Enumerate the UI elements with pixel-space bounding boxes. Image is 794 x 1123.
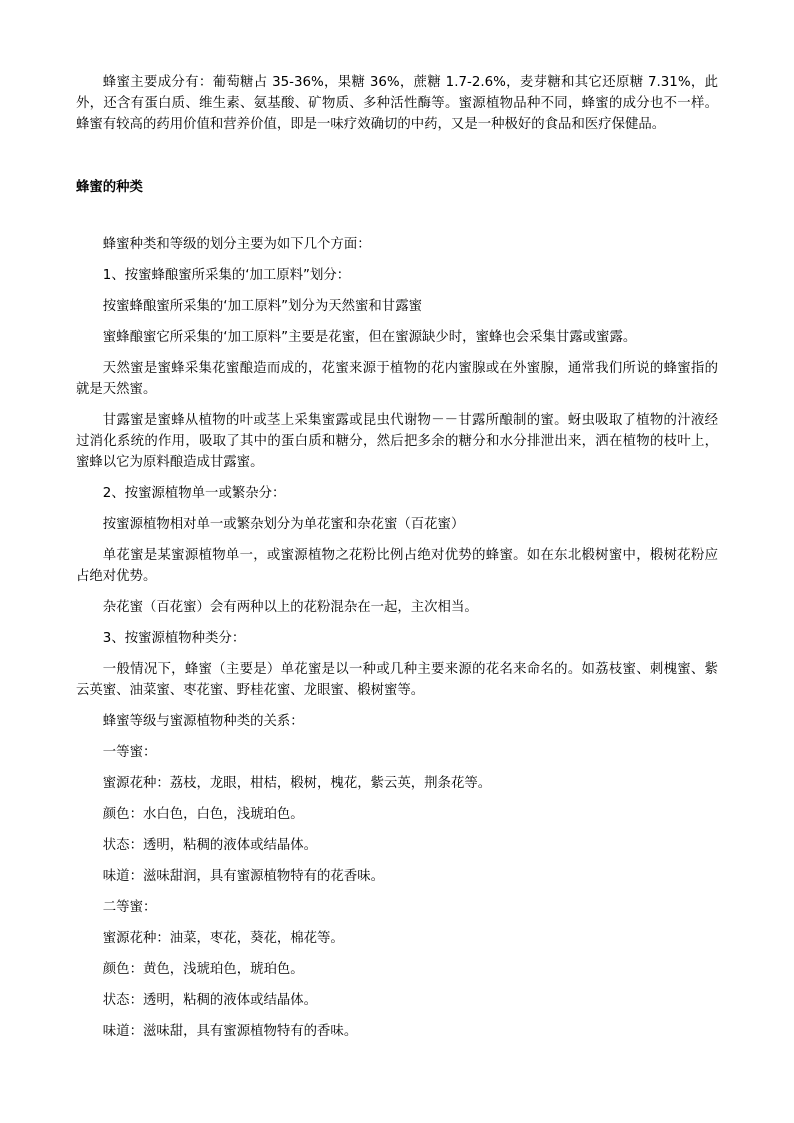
body-paragraph: 天然蜜是蜜蜂采集花蜜酿造而成的，花蜜来源于植物的花内蜜腺或在外蜜腺，通常我们所说的蜂蜜指的就是天然蜜。 [76,361,718,397]
document-page [76,72,718,1039]
body-paragraph: 状态：透明，粘稠的液体或结晶体。 [102,838,318,853]
body-paragraph: 杂花蜜（百花蜜）会有两种以上的花粉混杂在一起，主次相当。 [102,600,478,615]
body-paragraph: 蜜蜂酿蜜它所采集的‘加工原料”主要是花蜜，但在蜜源缺少时，蜜蜂也会采集甘露或蜜露。 [102,330,637,345]
body-paragraph: 2、按蜜源植物单一或繁杂分： [102,486,286,501]
section-title: 蜂蜜的种类 [76,180,143,195]
body-paragraph: 3、按蜜源植物种类分： [102,631,246,646]
body-paragraph: 一般情况下，蜂蜜（主要是）单花蜜是以一种或几种主要来源的花名来命名的。如荔枝蜜、刺槐蜜、紫云英蜜、油菜蜜、枣花蜜、野桂花蜜、龙眼蜜、椴树蜜等。 [76,662,718,698]
body-paragraph: 颜色：水白色，白色，浅琥珀色。 [102,807,304,822]
body-paragraph: 蜜源花种：油菜，枣花，葵花，棉花等。 [102,931,344,946]
body-paragraph: 味道：滋味甜，具有蜜源植物特有的香味。 [102,1024,358,1039]
body-paragraph: 蜂蜜等级与蜜源植物种类的关系： [102,714,304,729]
body-paragraph: 颜色：黄色，浅琥珀色，琥珀色。 [102,962,304,977]
intro-paragraph: 蜂蜜主要成分有：葡萄糖占 35-36%，果糖 36%，蔗糖 1.7-2.6%，麦芽糖和其它还原糖 7.31%，此外，还含有蛋白质、维生素、氨基酸、矿物质、多种活性酶等。蜜源植物品种不同，蜂蜜的成分也不一样。蜂蜜有较高的药用价值和营养价值，即是一味疗效确切的中药，又是一种极好的食品和医疗保健品。 [76,75,718,132]
body-paragraph: 按蜜蜂酿蜜所采集的‘加工原料”划分为天然蜜和甘露蜜 [102,299,422,314]
body-paragraph: 状态：透明，粘稠的液体或结晶体。 [102,993,318,1008]
body-paragraph: 蜂蜜种类和等级的划分主要为如下几个方面： [102,237,371,252]
body-paragraph: 一等蜜： [102,745,157,760]
body-paragraph: 甘露蜜是蜜蜂从植物的叶或茎上采集蜜露或昆虫代谢物－－甘露所酿制的蜜。蚜虫吸取了植物的汁液经过消化系统的作用，吸取了其中的蛋白质和糖分，然后把多余的糖分和水分排泄出来，洒在植物的枝叶上，蜜蜂以它为原料酿造成甘露蜜。 [76,413,718,470]
section-body [76,234,718,1042]
body-paragraph: 味道：滋味甜润，具有蜜源植物特有的花香味。 [102,869,384,884]
body-paragraph: 蜜源花种：荔枝，龙眼，柑桔，椴树，槐花，紫云英，荆条花等。 [102,776,492,791]
body-paragraph: 1、按蜜蜂酿蜜所采集的‘加工原料”划分： [102,268,351,283]
body-paragraph: 单花蜜是某蜜源植物单一，或蜜源植物之花粉比例占绝对优势的蜂蜜。如在东北椴树蜜中，椴树花粉应占绝对优势。 [76,548,718,584]
body-paragraph: 二等蜜： [102,900,157,915]
body-paragraph: 按蜜源植物相对单一或繁杂划分为单花蜜和杂花蜜（百花蜜） [102,517,465,532]
